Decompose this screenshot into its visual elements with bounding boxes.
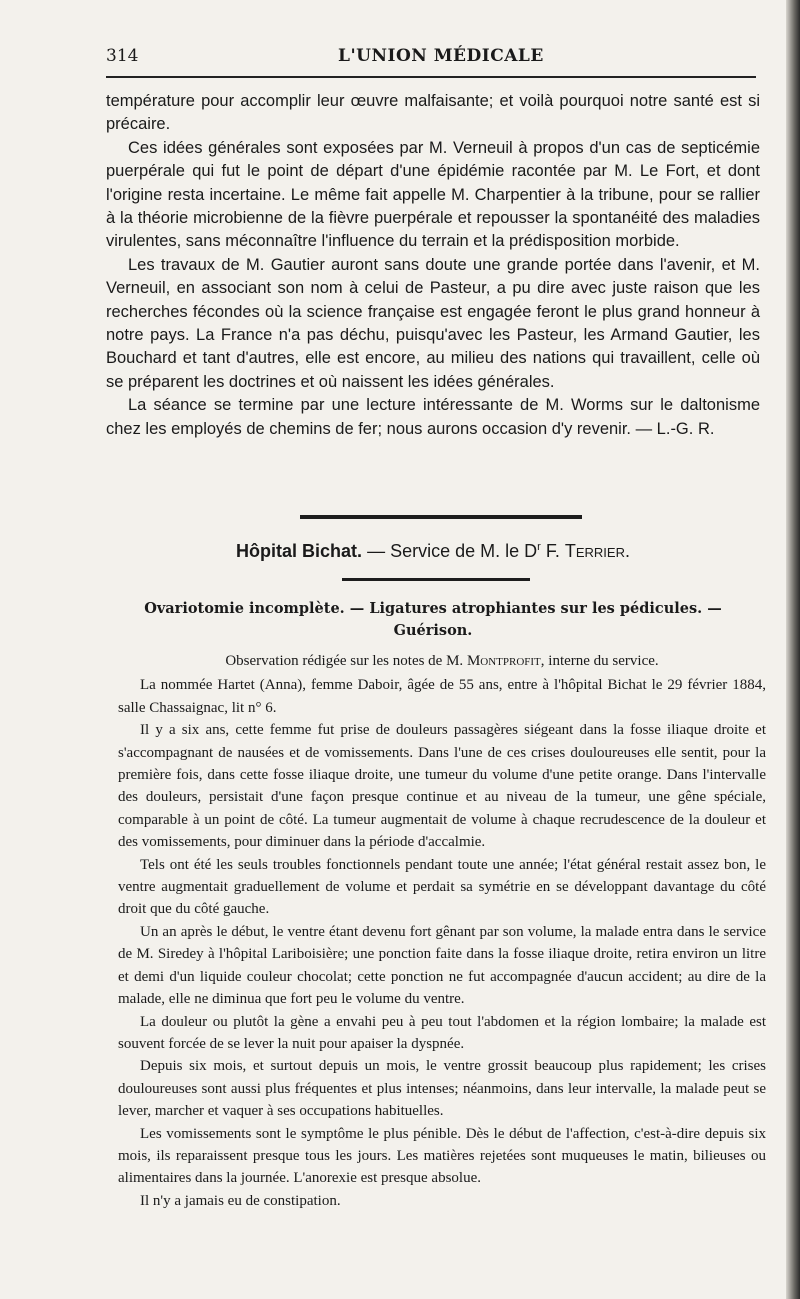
- header-rule: [106, 76, 756, 78]
- article-continuation: [106, 90, 760, 441]
- service-prefix: — Service de M. le D: [367, 541, 538, 561]
- page-header: [106, 40, 756, 74]
- doctor-initial: F.: [545, 541, 560, 561]
- observation-prefix: Observation rédigée sur les notes de M.: [225, 653, 464, 669]
- section-title: [106, 541, 760, 562]
- observation-suffix: interne du service.: [548, 653, 659, 669]
- paragraph: Ces idées générales sont exposées par M. Verneuil à propos d'un cas de septicémie puerpérale qui fut le point de départ d'une épidémie racontée par M. Le Fort, et dont l'origine resta incertaine. Le même fait appelle M. Charpentier à la tribune, pour se rallier à la théorie microbienne de la fièvre puerpérale et repousser la spontanéité des maladies virulentes, sans méconnaître l'influence du terrain et la prédisposition morbide.: [106, 138, 760, 251]
- paragraph: La nommée Hartet (Anna), femme Daboir, âgée de 55 ans, entre à l'hôpital Bichat le 29 février 1884, salle Chassaignac, lit n° 6.: [118, 677, 766, 716]
- paragraph: Les travaux de M. Gautier auront sans doute une grande portée dans l'avenir, et M. Verneuil, en associant son nom à celui de Pasteur, a pu dire avec juste raison que les recherches fécondes où la science française est engagée feront le plus grand honneur à notre pays. La France n'a pas déchu, puisqu'avec les Pasteur, les Armand Gautier, les Bouchard et tant d'autres, elle est encore, au milieu des nations qui travaillent, celle où se préparent les doctrines et où naissent les idées générales.: [106, 255, 760, 391]
- paragraph: Un an après le début, le ventre étant devenu fort gênant par son volume, la malade entra dans le service de M. Siredey à l'hôpital Lariboisière; une ponction faite dans la fosse iliaque droite, retira environ un litre et demi d'un liquide couleur chocolat; cette ponction ne fut accompagnée d'aucun accident; au dire de la malade, elle ne diminua que fort peu le volume du ventre.: [118, 923, 766, 1008]
- doctor-title-superscript: r: [537, 541, 541, 553]
- running-title: L'UNION MÉDICALE: [338, 46, 544, 66]
- case-report: [118, 650, 766, 1212]
- page-number: 314: [106, 46, 139, 66]
- observation-line: [118, 650, 766, 672]
- section-separator: [300, 515, 582, 519]
- intern-name: Montprofit,: [466, 653, 545, 669]
- paragraph: Les vomissements sont le symptôme le plus pénible. Dès le début de l'affection, c'est-à-dire depuis six mois, ils reparaissent presque tous les jours. Les matières rejetées sont muqueuses le matin, bilieuses ou alimentaires dans la journée. L'anorexie est presque absolue.: [118, 1125, 766, 1187]
- hospital-name: Hôpital Bichat.: [236, 541, 363, 561]
- doctor-name: Terrier.: [564, 541, 630, 561]
- page-edge-shadow: [786, 0, 800, 1299]
- paragraph: La séance se termine par une lecture intéressante de M. Worms sur le daltonisme chez les employés de chemins de fer; nous aurons occasion d'y revenir. — L.-G. R.: [106, 396, 760, 438]
- paragraph: La douleur ou plutôt la gène a envahi peu à peu tout l'abdomen et la région lombaire; la malade est souvent forcée de se lever la nuit pour apaiser la dyspnée.: [118, 1013, 766, 1052]
- case-title: Ovariotomie incomplète. — Ligatures atrophiantes sur les pédicules. — Guérison.: [144, 600, 722, 639]
- paragraph: Depuis six mois, et surtout depuis un mois, le ventre grossit beaucoup plus rapidement; les crises douloureuses sont aussi plus fréquentes et plus intenses; néanmoins, dans leur intervalle, la malade peut se lever, marcher et vaquer à ses occupations habituelles.: [118, 1058, 766, 1120]
- paragraph: Il y a six ans, cette femme fut prise de douleurs passagères siégeant dans la fosse iliaque droite et s'accompagnant de nausées et de vomissements. Dans l'une de ces crises douloureuses elle sentit, pour la première fois, dans cette fosse iliaque droite, une tumeur du volume d'une petite orange. Dans l'intervalle des douleurs, persistait d'une façon presque continue et au niveau de la tumeur, une gêne spéciale, comparable à un point de côté. La tumeur augmentait de volume à chaque recrudescence de la douleur et des vomissements, pour diminuer dans la période d'accalmie.: [118, 722, 766, 851]
- paragraph: température pour accomplir leur œuvre malfaisante; et voilà pourquoi notre santé est si précaire.: [106, 92, 760, 134]
- section-separator-short: [342, 578, 530, 581]
- paragraph: Tels ont été les seuls troubles fonctionnels pendant toute une année; l'état général restait assez bon, le ventre augmentait graduellement de volume et perdait sa symétrie en se développant davantage du côté droit que du côté gauche.: [118, 856, 766, 918]
- paragraph: Il n'y a jamais eu de constipation.: [140, 1192, 341, 1209]
